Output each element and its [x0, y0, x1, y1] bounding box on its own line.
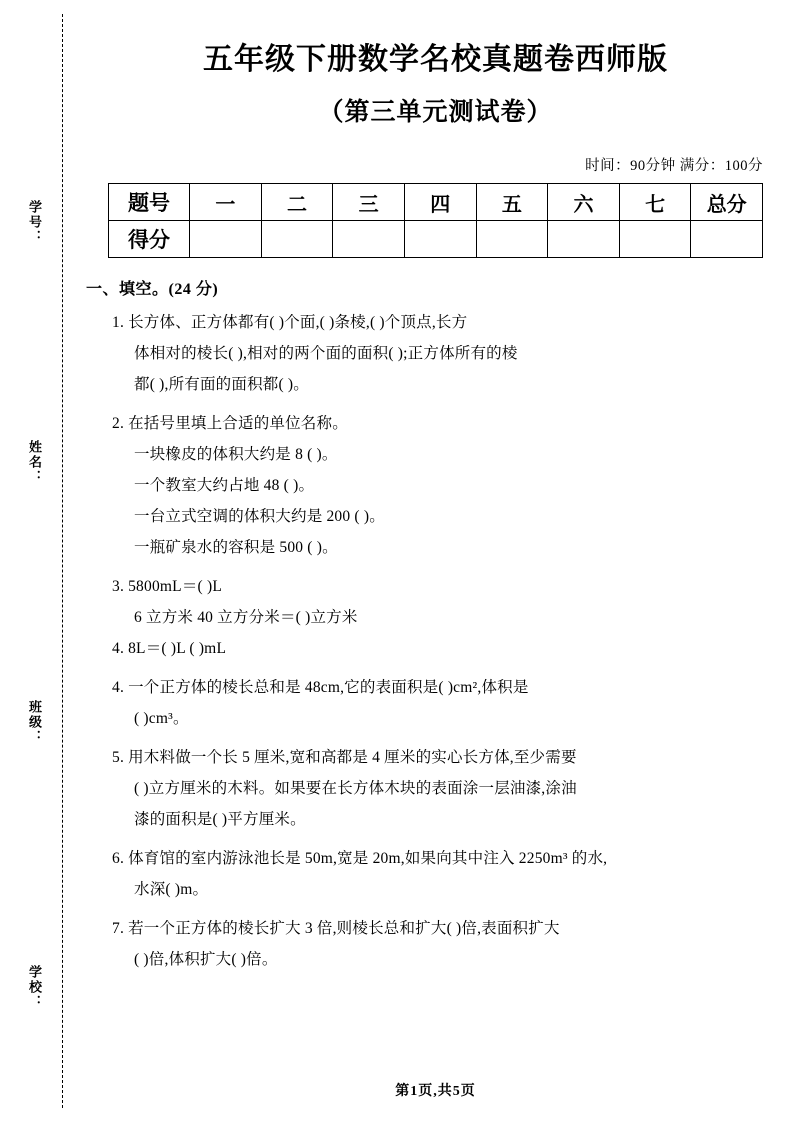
question-4	[112, 672, 793, 734]
question-3	[112, 571, 793, 664]
margin-label-student-id: 学号：	[27, 200, 42, 245]
question-4-line-1: 4. 一个正方体的棱长总和是 48cm,它的表面积是( )cm²,体积是	[112, 679, 529, 696]
exam-page	[78, 0, 793, 1122]
question-5-line-2: ( )立方厘米的木料。如果要在长方体木块的表面涂一层油漆,涂油	[134, 780, 577, 797]
score-row-label-0: 题号	[109, 184, 190, 221]
score-cell-2[interactable]	[333, 221, 405, 258]
left-margin	[0, 0, 78, 1122]
question-5-line-3: 漆的面积是( )平方厘米。	[134, 811, 306, 828]
table-row	[109, 221, 763, 258]
score-col-5: 六	[548, 184, 620, 221]
score-col-2: 三	[333, 184, 405, 221]
score-cell-6[interactable]	[619, 221, 691, 258]
margin-label-school: 学校：	[27, 965, 42, 1010]
score-col-3: 四	[404, 184, 476, 221]
question-2-line-1: 2. 在括号里填上合适的单位名称。	[112, 415, 348, 432]
question-2-line-3: 一个教室大约占地 48 ( )。	[134, 477, 315, 494]
question-5-line-1: 5. 用木料做一个长 5 厘米,宽和高都是 4 厘米的实心长方体,至少需要	[112, 749, 577, 766]
score-cell-1[interactable]	[261, 221, 333, 258]
page-subtitle: （第三单元测试卷）	[318, 99, 553, 126]
score-table	[108, 183, 763, 258]
question-1-line-1: 1. 长方体、正方体都有( )个面,( )条棱,( )个顶点,长方	[112, 314, 468, 331]
table-row	[109, 184, 763, 221]
score-cell-0[interactable]	[190, 221, 262, 258]
question-2-line-4: 一台立式空调的体积大约是 200 ( )。	[134, 508, 385, 525]
score-row-label-1: 得分	[109, 221, 190, 258]
score-cell-4[interactable]	[476, 221, 548, 258]
question-2-line-5: 一瓶矿泉水的容积是 500 ( )。	[134, 539, 338, 556]
question-7-line-1: 7. 若一个正方体的棱长扩大 3 倍,则棱长总和扩大( )倍,表面积扩大	[112, 920, 560, 937]
question-6	[112, 843, 793, 905]
question-3-line-1: 3. 5800mL＝( )L	[112, 578, 222, 595]
question-5	[112, 742, 793, 835]
section-heading-1: 一、填空。(24 分)	[86, 281, 219, 298]
page-footer: 第1页,共5页	[395, 1084, 476, 1099]
question-1-line-3: 都( ),所有面的面积都( )。	[134, 376, 309, 393]
margin-label-class: 班级：	[27, 700, 42, 745]
question-7-line-2: ( )倍,体积扩大( )倍。	[134, 951, 278, 968]
question-3-line-3: 4. 8L＝( )L ( )mL	[112, 640, 227, 657]
score-col-4: 五	[476, 184, 548, 221]
question-6-line-2: 水深( )m。	[134, 881, 209, 898]
margin-label-name: 姓名：	[27, 440, 42, 485]
question-7	[112, 913, 793, 975]
score-col-0: 一	[190, 184, 262, 221]
score-cell-3[interactable]	[404, 221, 476, 258]
dashed-fold-line	[62, 14, 63, 1108]
question-3-line-2: 6 立方米 40 立方分米＝( )立方米	[134, 609, 358, 626]
score-cell-5[interactable]	[548, 221, 620, 258]
question-2-line-2: 一块橡皮的体积大约是 8 ( )。	[134, 446, 338, 463]
question-2	[112, 408, 793, 563]
question-6-line-1: 6. 体育馆的室内游泳池长是 50m,宽是 20m,如果向其中注入 2250m³ 的水,	[112, 850, 608, 867]
question-1	[112, 307, 793, 400]
score-col-6: 七	[619, 184, 691, 221]
score-col-1: 二	[261, 184, 333, 221]
score-col-7: 总分	[691, 184, 763, 221]
exam-meta: 时间：90分钟 满分：100分	[585, 158, 763, 174]
question-4-line-2: ( )cm³。	[134, 710, 189, 727]
score-cell-7[interactable]	[691, 221, 763, 258]
page-title: 五年级下册数学名校真题卷西师版	[203, 43, 668, 76]
question-1-line-2: 体相对的棱长( ),相对的两个面的面积( );正方体所有的棱	[134, 345, 518, 362]
